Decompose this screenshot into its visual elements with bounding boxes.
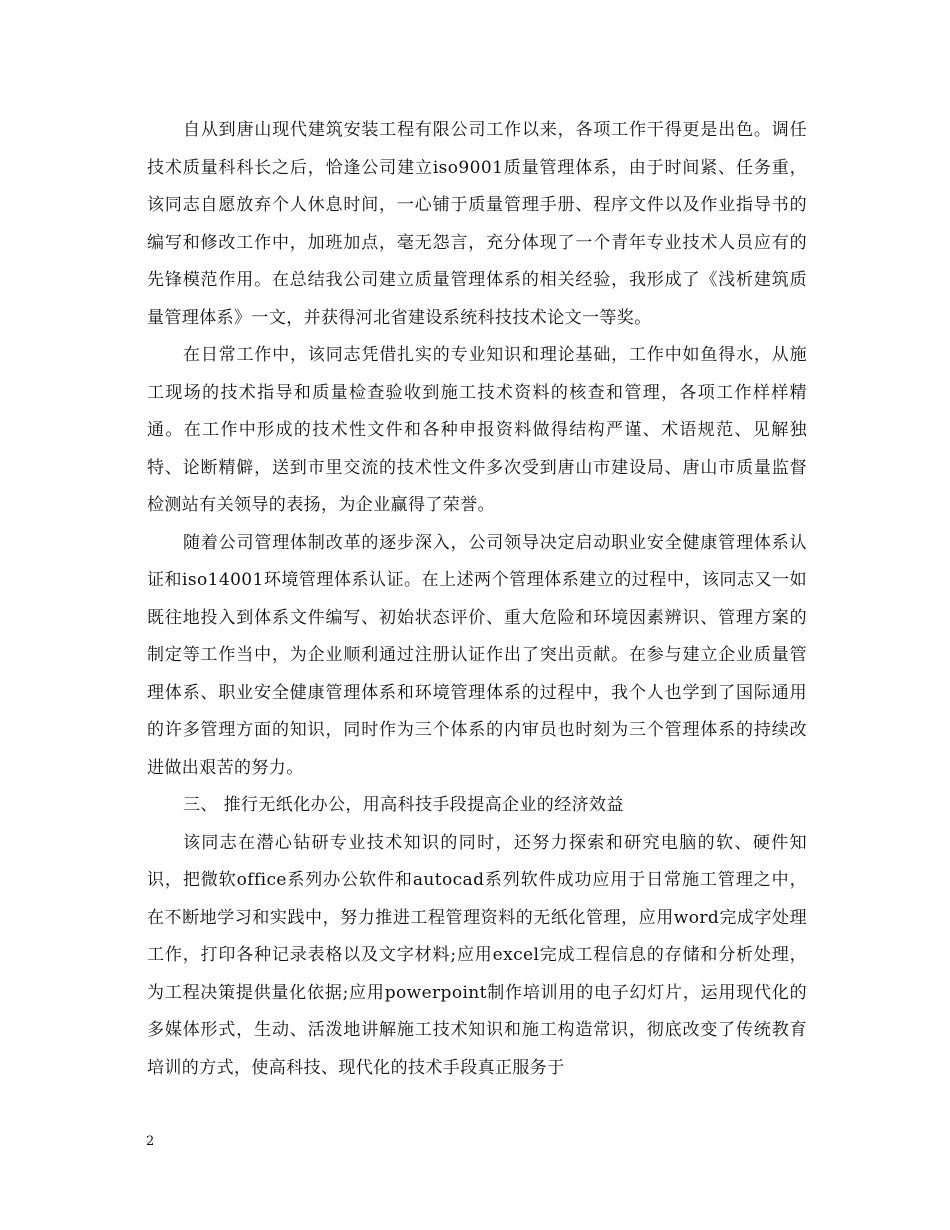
document-body xyxy=(147,112,807,1087)
paragraph-daily-work: 在日常工作中，该同志凭借扎实的专业知识和理论基础，工作中如鱼得水，从施工现场的技术指导和质量检查验收到施工技术资料的核查和管理，各项工作样样精通。在工作中形成的技术性文件和各种申报资料做得结构严谨、术语规范、见解独特、论断精僻，送到市里交流的技术性文件多次受到唐山市建设局、唐山市质量监督检测站有关领导的表扬，为企业赢得了荣誉。 xyxy=(147,345,807,515)
page-number: 2 xyxy=(146,1134,155,1149)
paragraph-management-reform: 随着公司管理体制改革的逐步深入，公司领导决定启动职业安全健康管理体系认证和iso14001环境管理体系认证。在上述两个管理体系建立的过程中，该同志又一如既往地投入到体系文件编写、初始状态评价、重大危险和环境因素辨识、管理方案的制定等工作当中，为企业顺利通过注册认证作出了突出贡献。在参与建立企业质量管理体系、职业安全健康管理体系和环境管理体系的过程中，我个人也学到了国际通用的许多管理方面的知识，同时作为三个体系的内审员也时刻为三个管理体系的持续改进做出艰苦的努力。 xyxy=(147,532,807,778)
paragraph-paperless-office: 该同志在潜心钻研专业技术知识的同时，还努力探索和研究电脑的软、硬件知识，把微软office系列办公软件和autocad系列软件成功应用于日常施工管理之中，在不断地学习和实践中，努力推进工程管理资料的无纸化管理，应用word完成字处理工作，打印各种记录表格以及文字材料;应用excel完成工程信息的存储和分析处理，为工程决策提供量化依据;应用powerpoint制作培训用的电子幻灯片，运用现代化的多媒体形式，生动、活泼地讲解施工技术知识和施工构造常识，彻底改变了传统教育培训的方式，使高科技、现代化的技术手段真正服务于 xyxy=(147,832,807,1078)
section-heading: 三、 推行无纸化办公，用高科技手段提高企业的经济效益 xyxy=(183,795,624,815)
paragraph-quality-system: 自从到唐山现代建筑安装工程有限公司工作以来，各项工作干得更是出色。调任技术质量科科长之后，恰逢公司建立iso9001质量管理体系，由于时间紧、任务重，该同志自愿放弃个人休息时间，一心铺于质量管理手册、程序文件以及作业指导书的编写和修改工作中，加班加点，毫无怨言，充分体现了一个青年专业技术人员应有的先锋模范作用。在总结我公司建立质量管理体系的相关经验，我形成了《浅析建筑质量管理体系》一文，并获得河北省建设系统科技技术论文一等奖。 xyxy=(147,120,807,328)
